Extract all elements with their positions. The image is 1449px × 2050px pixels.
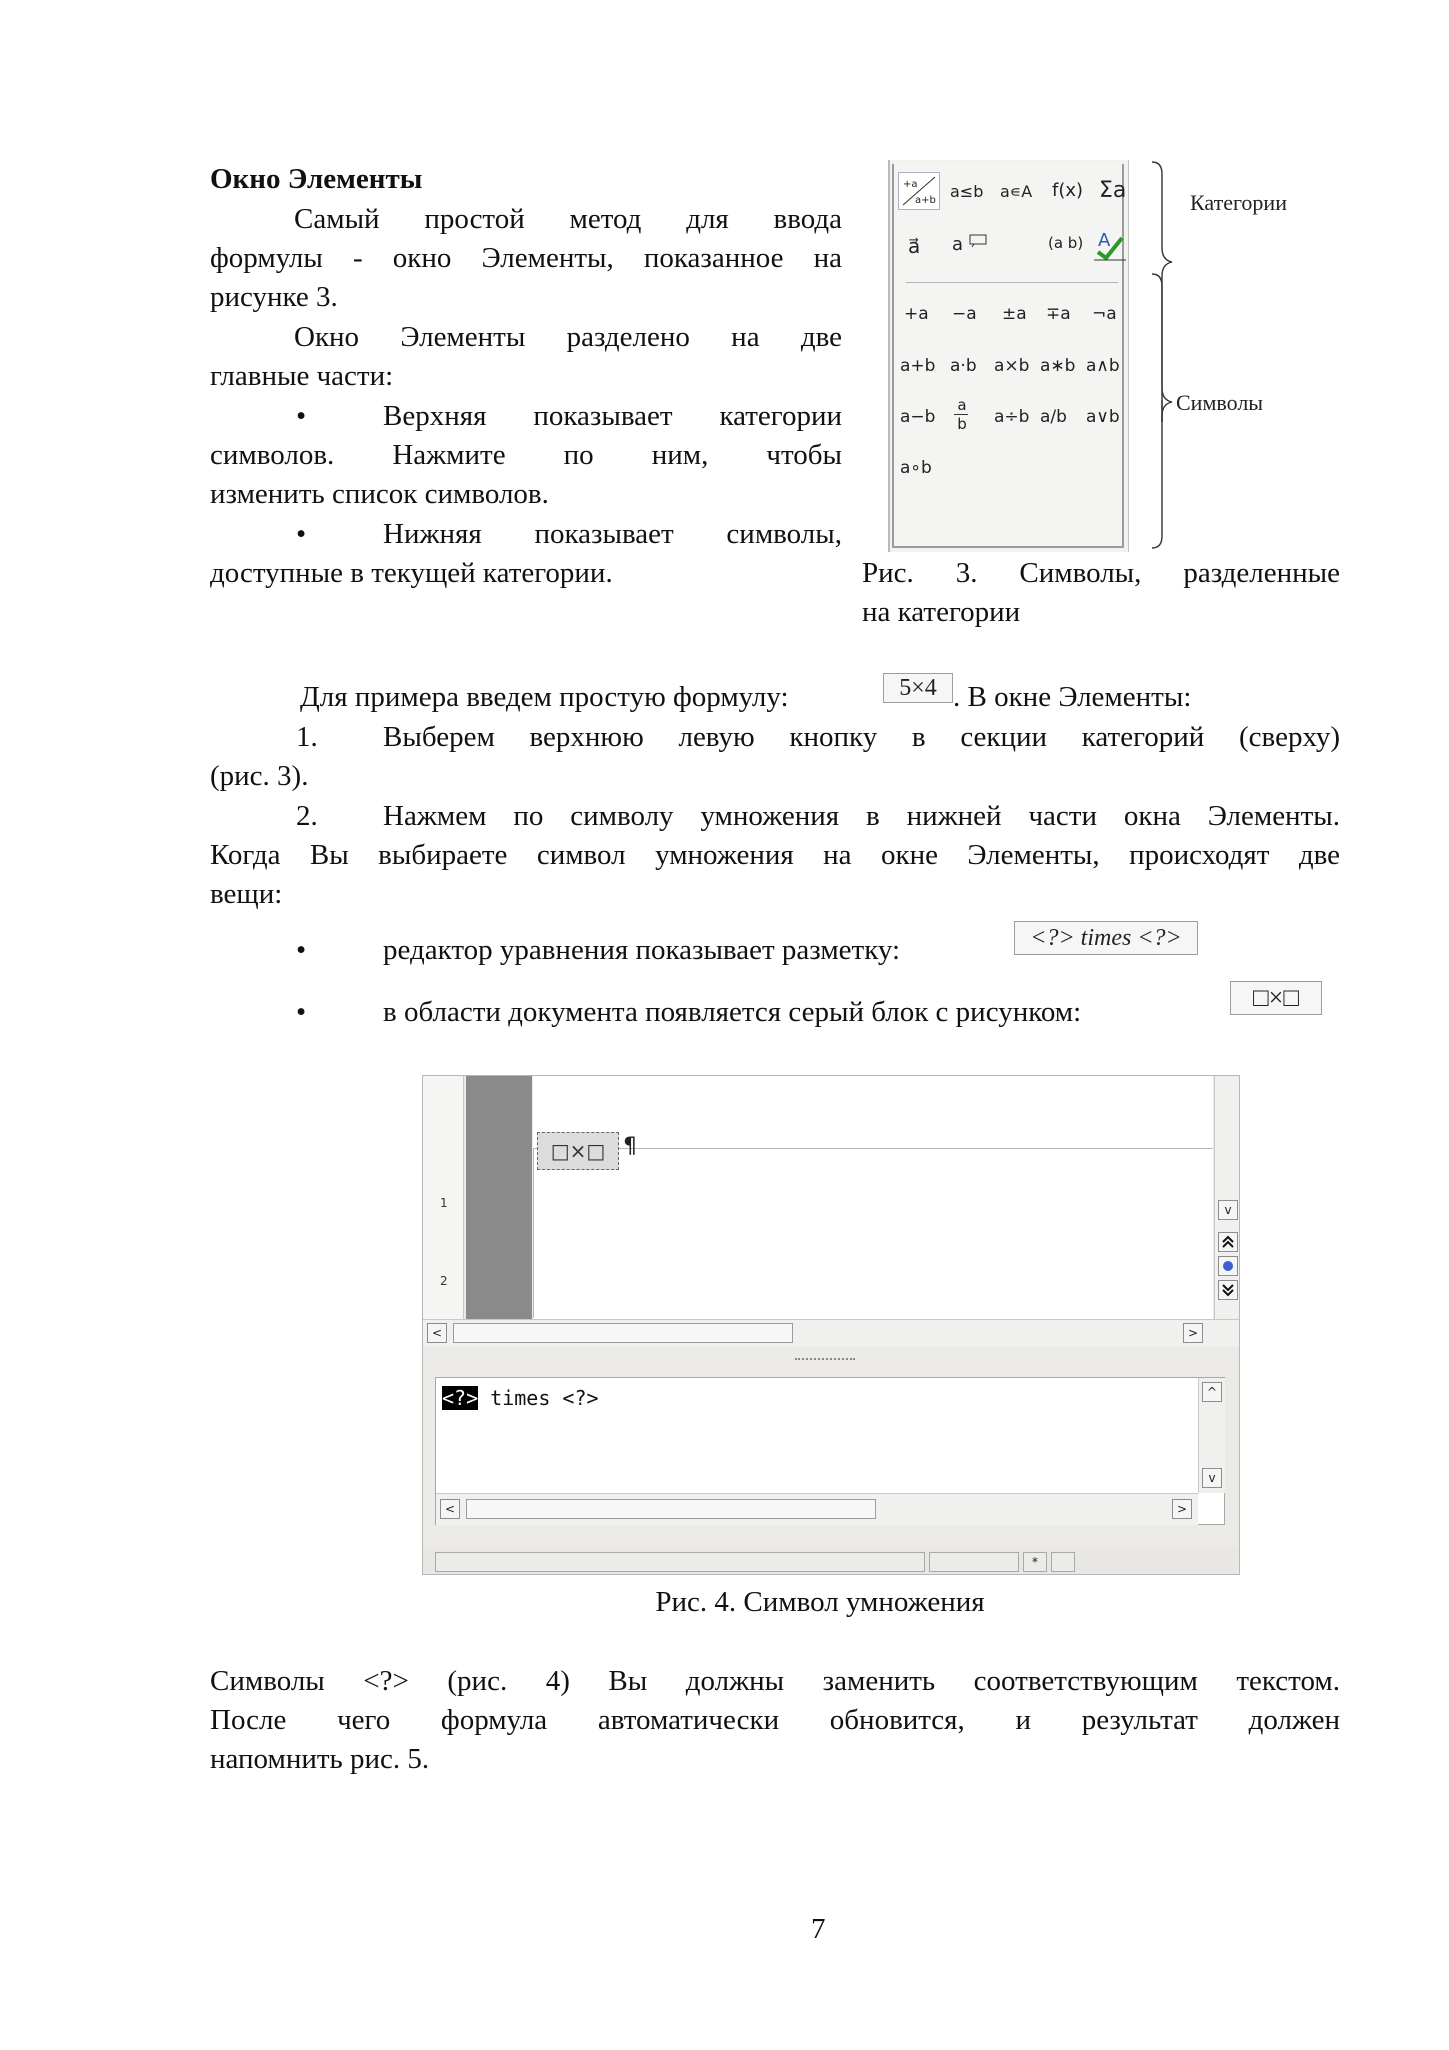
bullet2-line2: доступные в текущей категории. <box>210 557 613 589</box>
step2-number: 2. <box>296 800 318 832</box>
formula-object[interactable]: □×□ <box>537 1132 619 1170</box>
category-relations-button[interactable]: a≤b <box>950 182 984 201</box>
category-set-operations-button[interactable]: a∊A <box>1000 182 1033 201</box>
status-bar <box>423 1548 1240 1575</box>
step2-line2: Когда Вы выбираете символ умножения на окне Элементы, происходят две <box>210 839 1340 871</box>
category-others-button[interactable] <box>952 234 987 255</box>
bullet-2: • <box>296 518 307 550</box>
navigator-button[interactable] <box>1218 1256 1238 1276</box>
command-scroll-right-button[interactable]: > <box>1172 1499 1192 1519</box>
symbol-a-ast-b[interactable]: a∗b <box>1040 356 1076 376</box>
command-scroll-down-button[interactable]: v <box>1202 1468 1222 1488</box>
category-unary-binary-button[interactable] <box>898 172 940 210</box>
selected-placeholder: <?> <box>442 1386 479 1410</box>
horizontal-scroll-thumb[interactable] <box>453 1323 793 1343</box>
scroll-right-button[interactable]: > <box>1183 1323 1203 1343</box>
elements-panel <box>892 164 1127 548</box>
symbol-a-div-b[interactable]: a÷b <box>994 407 1030 427</box>
step1-number: 1. <box>296 721 318 753</box>
para2-line1-text: Окно Элементы разделено на две <box>294 321 842 353</box>
section-heading: Окно Элементы <box>210 163 423 195</box>
symbol-minusplus-a[interactable]: ∓a <box>1046 304 1071 324</box>
frac-numerator: a <box>957 396 967 414</box>
page-number: 7 <box>811 1913 826 1945</box>
symbol-a-or-b[interactable]: a∨b <box>1086 407 1120 427</box>
unary-binary-icon <box>899 173 939 209</box>
example-intro-tail: . В окне Элементы: <box>953 681 1192 713</box>
others-label: a <box>952 234 964 255</box>
formula-command-pane[interactable] <box>435 1377 1225 1525</box>
category-brackets-button[interactable]: (a b) <box>1048 234 1084 252</box>
status-cell-main <box>435 1552 925 1572</box>
label-symbols: Символы <box>1176 390 1264 415</box>
sub1-text: редактор уравнения показывает разметку: <box>383 934 901 966</box>
label-categories: Категории <box>1190 190 1287 215</box>
figure3-braces <box>1148 160 1188 555</box>
step2-line1: Нажмем по символу умножения в нижней части окна Элементы. <box>383 800 1340 832</box>
scroll-left-button[interactable]: < <box>427 1323 447 1343</box>
figure3-caption-line1: Рис. 3. Символы, разделенные <box>862 557 1340 589</box>
next-page-button[interactable] <box>1218 1280 1238 1300</box>
double-up-arrow-icon <box>1219 1233 1237 1251</box>
text-boundary-vertical <box>533 1148 534 1318</box>
figure3-caption-line2: на категории <box>862 596 1021 628</box>
svg-text:A: A <box>1098 230 1111 251</box>
category-attributes-button[interactable]: a⃗ <box>908 234 921 258</box>
para1-line1-text: Самый простой метод для ввода <box>294 203 842 235</box>
navigator-dot-icon <box>1219 1257 1237 1275</box>
closing-line2: После чего формула автоматически обновится, и результат должен <box>210 1704 1340 1736</box>
format-icon <box>1092 228 1128 262</box>
gray-block-sample: □×□ <box>1230 981 1322 1015</box>
frac-denominator: b <box>957 415 967 433</box>
page-margin <box>466 1076 532 1319</box>
step2-line3: вещи: <box>210 878 283 910</box>
ruler-mark-2: 2 <box>440 1274 448 1288</box>
symbol-a-times-b[interactable]: a×b <box>994 356 1030 376</box>
status-cell-mode <box>929 1552 1019 1572</box>
bullet1-line2: символов. Нажмите по ним, чтобы <box>210 439 842 471</box>
scroll-down-button[interactable]: v <box>1218 1200 1238 1220</box>
previous-page-button[interactable] <box>1218 1232 1238 1252</box>
symbol-plus-a[interactable]: +a <box>904 304 929 324</box>
document-vertical-scrollbar[interactable] <box>1214 1076 1240 1319</box>
symbol-a-slash-b[interactable]: a/b <box>1040 407 1067 427</box>
command-scroll-up-button[interactable]: ^ <box>1202 1382 1222 1402</box>
command-rest: times <?> <box>478 1386 599 1410</box>
symbol-a-circ-b[interactable]: a∘b <box>900 458 932 478</box>
closing-line3: напомнить рис. 5. <box>210 1743 430 1775</box>
symbol-a-minus-b[interactable]: a−b <box>900 407 936 427</box>
sub-bullet-2: • <box>296 996 307 1028</box>
category-format-button[interactable] <box>1092 228 1128 266</box>
symbol-minus-a[interactable]: −a <box>952 304 977 324</box>
example-intro: Для примера введем простую формулу: <box>300 681 789 713</box>
closing-line1: Символы <?> (рис. 4) Вы должны заменить соответствующим текстом. <box>210 1665 1340 1697</box>
document-horizontal-scrollbar[interactable] <box>423 1319 1240 1347</box>
category-operators-button[interactable]: Σa <box>1099 178 1127 203</box>
symbol-plusminus-a[interactable]: ±a <box>1002 304 1027 324</box>
para2-line2: главные части: <box>210 360 394 392</box>
symbol-a-and-b[interactable]: a∧b <box>1086 356 1120 376</box>
symbol-a-over-b[interactable] <box>956 396 968 433</box>
command-vertical-scrollbar[interactable] <box>1198 1378 1225 1493</box>
para2-line1 <box>210 318 842 357</box>
bullet1-line1: Верхняя показывает категории <box>383 400 842 432</box>
step1-line2: (рис. 3). <box>210 760 309 792</box>
figure4-caption: Рис. 4. Символ умножения <box>655 1586 985 1618</box>
bullet-1: • <box>296 400 307 432</box>
binary-label: a+b <box>915 195 936 206</box>
bullet1-line3: изменить список символов. <box>210 478 549 510</box>
step1-line1: Выберем верхнюю левую кнопку в секции категорий (сверху) <box>383 721 1340 753</box>
para1-line1 <box>210 200 842 239</box>
categories-separator <box>906 282 1118 283</box>
command-line <box>442 1386 599 1410</box>
unary-label: +a <box>903 179 918 190</box>
para1-line2: формулы - окно Элементы, показанное на <box>210 242 842 274</box>
para1-line3: рисунке 3. <box>210 281 338 313</box>
double-down-arrow-icon <box>1219 1281 1237 1299</box>
bullet2-line1: Нижняя показывает символы, <box>383 518 842 550</box>
splitter-handle[interactable] <box>795 1352 855 1360</box>
formula-5x4: 5×4 <box>883 673 953 703</box>
status-modified-indicator: * <box>1023 1552 1047 1572</box>
command-horizontal-thumb[interactable] <box>466 1499 876 1519</box>
document-area[interactable] <box>533 1076 1213 1319</box>
symbol-a-cdot-b[interactable]: a·b <box>950 356 977 376</box>
symbol-a-plus-b[interactable]: a+b <box>900 356 936 376</box>
category-functions-button[interactable]: f(x) <box>1052 180 1084 201</box>
command-horizontal-scrollbar[interactable] <box>436 1493 1198 1525</box>
speech-bubble-icon <box>969 234 987 248</box>
status-cell-signature <box>1051 1552 1075 1572</box>
editor-screenshot <box>422 1075 1240 1575</box>
elements-window <box>888 160 1129 552</box>
symbol-not-a[interactable]: ¬a <box>1092 304 1117 324</box>
sub2-text: в области документа появляется серый блок с рисунком: <box>383 996 1082 1028</box>
sub-bullet-1: • <box>296 934 307 966</box>
ruler-mark-1: 1 <box>440 1196 448 1210</box>
command-scroll-left-button[interactable]: < <box>440 1499 460 1519</box>
pilcrow: ¶ <box>623 1134 637 1159</box>
vertical-ruler <box>423 1076 464 1319</box>
markup-sample: <?> times <?> <box>1014 921 1198 955</box>
